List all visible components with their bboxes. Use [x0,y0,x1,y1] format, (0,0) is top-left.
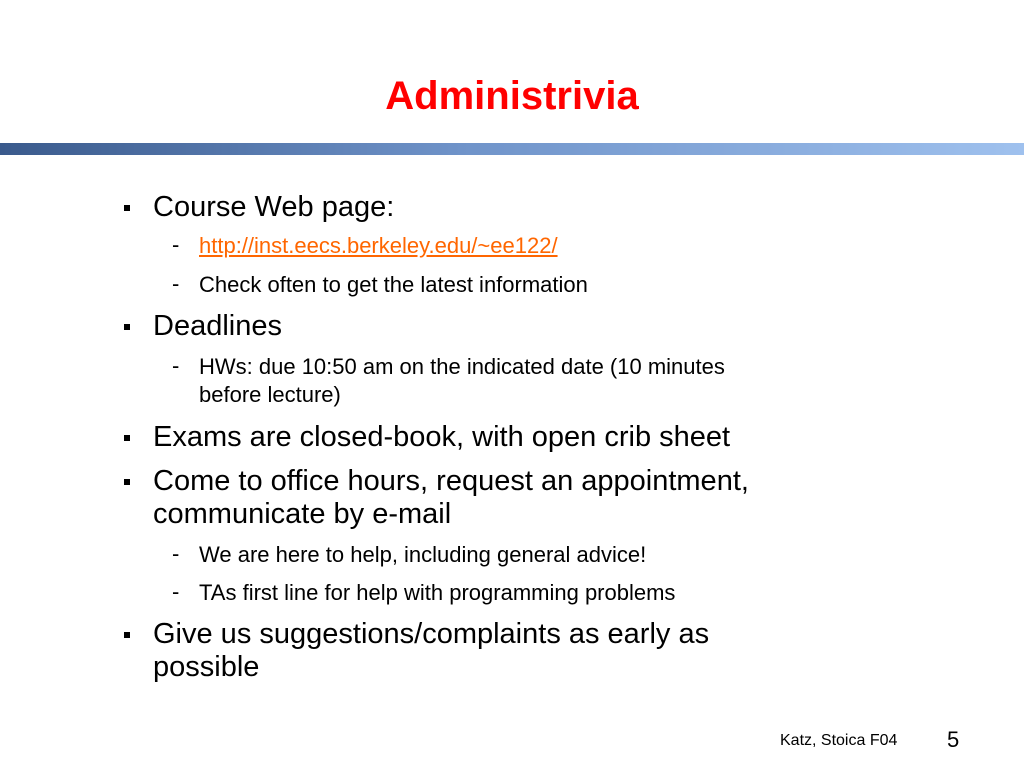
footer-author: Katz, Stoica F04 [780,732,898,749]
square-bullet-icon [124,324,130,330]
course-url-link[interactable]: http://inst.eecs.berkeley.edu/~ee122/ [199,233,558,258]
sub-bullet-text: Check often to get the latest information [199,272,588,297]
dash-marker: - [172,271,180,296]
bullet-text-line2: communicate by e-mail [153,498,452,530]
square-bullet-icon [124,632,130,638]
page-number: 5 [947,727,960,752]
sub-bullet-text-line2: before lecture) [199,382,341,407]
dash-marker: - [172,541,180,566]
square-bullet-icon [124,479,130,485]
sub-bullet-text: TAs first line for help with programming problems [199,580,676,605]
square-bullet-icon [124,205,130,211]
square-bullet-icon [124,435,130,441]
bullet-text: Course Web page: [153,191,395,223]
bullet-text-line2: possible [153,651,260,683]
dash-marker: - [172,232,180,257]
bullet-text-line1: Give us suggestions/complaints as early as [153,618,710,650]
slide-title: Administrivia [385,74,639,118]
dash-marker: - [172,353,180,378]
bullet-text: Exams are closed-book, with open crib sheet [153,421,731,453]
sub-bullet-text: We are here to help, including general advice! [199,542,647,567]
bullet-text: Deadlines [153,310,282,342]
sub-bullet-text-line1: HWs: due 10:50 am on the indicated date (10 minutes [199,354,725,379]
bullet-text-line1: Come to office hours, request an appointment, [153,465,749,497]
dash-marker: - [172,579,180,604]
